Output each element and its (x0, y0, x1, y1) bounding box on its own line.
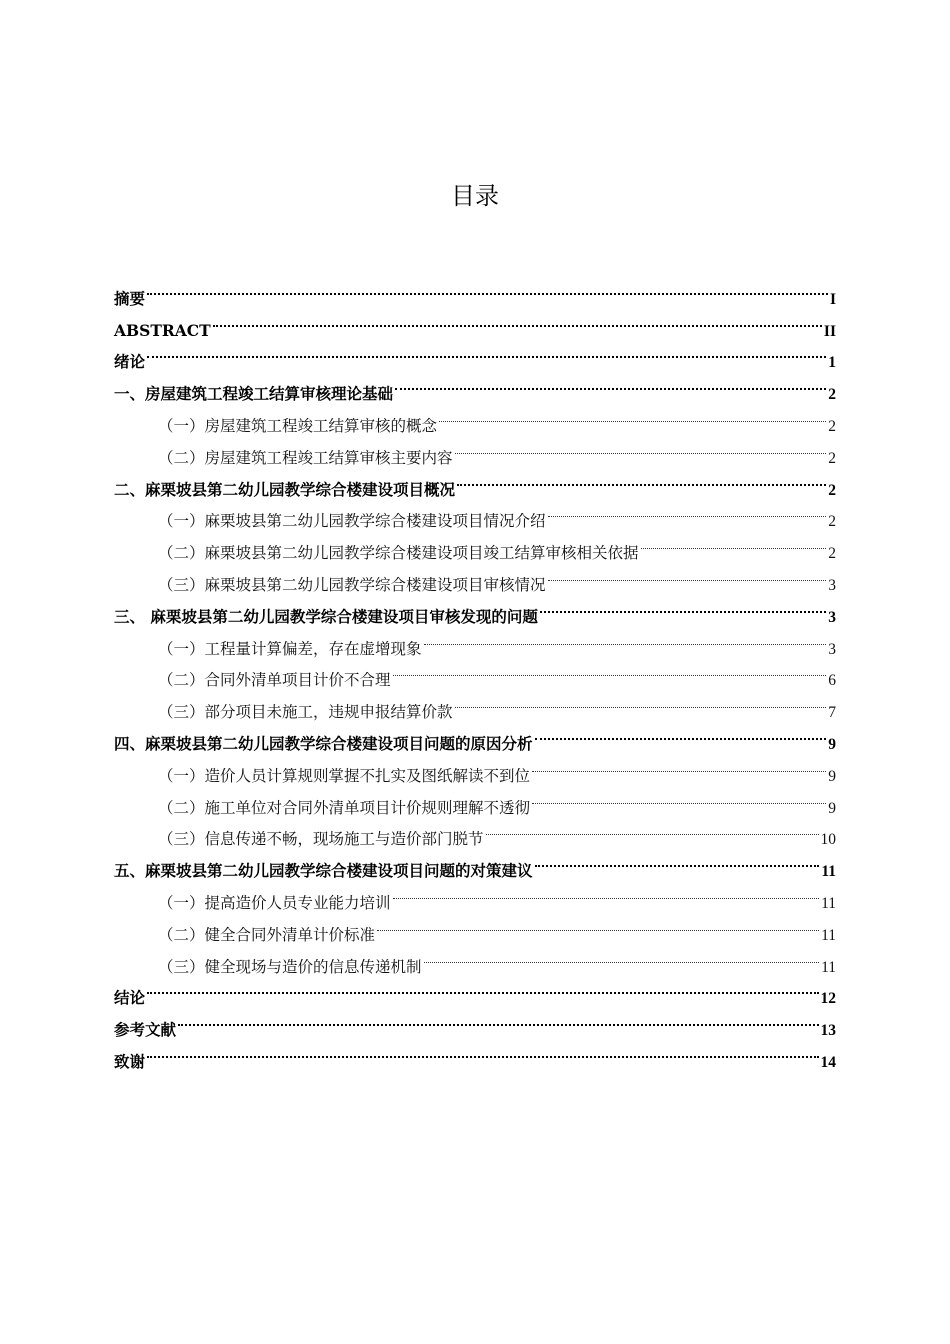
toc-entry-title: （二）施工单位对合同外清单项目计价规则理解不透彻 (158, 798, 531, 817)
dot-leader (535, 717, 827, 749)
dot-leader (439, 399, 826, 431)
toc-page-number: II (823, 322, 836, 340)
dot-leader (147, 972, 818, 1004)
toc-page-number: 2 (828, 417, 836, 435)
toc-page-number: I (829, 290, 836, 308)
toc-chapter-entry[interactable] (114, 367, 836, 404)
dot-leader (540, 590, 826, 622)
dot-leader (641, 526, 827, 558)
toc-entry-title: （三）部分项目未施工，违规申报结算价款 (158, 703, 453, 722)
toc-page-number: 3 (828, 640, 836, 658)
toc-page-number: 9 (828, 767, 836, 785)
toc-page-number: 11 (821, 863, 836, 881)
toc-entry-title: 摘要 (114, 288, 146, 308)
toc-page-number: 2 (828, 449, 836, 467)
toc-entry-title: 绪论 (114, 352, 146, 372)
toc-entry-title: （二）麻栗坡县第二幼儿园教学综合楼建设项目竣工结算审核相关依据 (158, 544, 639, 563)
toc-entry-title: （一）工程量计算偏差，存在虚增现象 (158, 639, 422, 658)
dot-leader (535, 844, 820, 876)
toc-page-number: 2 (828, 545, 836, 563)
toc-page-number: 2 (828, 481, 836, 499)
dot-leader (548, 495, 827, 527)
dot-leader (532, 749, 826, 781)
dot-leader (455, 431, 827, 463)
toc-entry-title: 致谢 (114, 1051, 146, 1071)
dot-leader (213, 304, 822, 336)
dot-leader (532, 781, 826, 813)
toc-entry-title: （一）提高造价人员专业能力培训 (158, 893, 391, 912)
dot-leader (424, 940, 820, 972)
toc-page-number: 2 (828, 513, 836, 531)
dot-leader (424, 622, 827, 654)
dot-leader (457, 463, 826, 495)
dot-leader (393, 876, 820, 908)
dot-leader (395, 367, 826, 399)
toc-page-number: 6 (828, 672, 836, 690)
toc-entry-title: 五、麻栗坡县第二幼儿园教学综合楼建设项目问题的对策建议 (114, 861, 533, 881)
toc-chapter-entry[interactable] (114, 336, 836, 372)
toc-entry-title: 三、 麻栗坡县第二幼儿园教学综合楼建设项目审核发现的问题 (114, 606, 538, 626)
dot-leader (548, 558, 827, 590)
dot-leader (147, 272, 828, 304)
toc-entry-title: （二）房屋建筑工程竣工结算审核主要内容 (158, 448, 453, 467)
toc-list (114, 272, 836, 1071)
toc-title: 目录 (451, 182, 499, 210)
toc-page-number: 11 (821, 926, 836, 944)
dot-leader (486, 813, 819, 845)
toc-page-number: 1 (828, 354, 836, 372)
toc-chapter-entry[interactable] (114, 972, 836, 1008)
toc-entry-title: 参考文献 (114, 1020, 177, 1040)
toc-entry-title: 结论 (114, 988, 146, 1008)
toc-page-number: 2 (828, 386, 836, 404)
toc-chapter-entry[interactable] (114, 1003, 836, 1040)
dot-leader (147, 1035, 818, 1067)
toc-page-number: 11 (821, 894, 836, 912)
toc-page-number: 7 (828, 704, 836, 722)
toc-page-number: 11 (821, 958, 836, 976)
toc-entry-title: 一、房屋建筑工程竣工结算审核理论基础 (114, 384, 394, 404)
toc-entry-title: （三）健全现场与造价的信息传递机制 (158, 957, 422, 976)
dot-leader (393, 654, 827, 686)
toc-entry-title: （二）健全合同外清单计价标准 (158, 925, 376, 944)
toc-entry-title: 四、麻栗坡县第二幼儿园教学综合楼建设项目问题的原因分析 (114, 733, 533, 753)
toc-chapter-entry[interactable] (114, 304, 836, 340)
toc-page-number: 9 (828, 735, 836, 753)
dot-leader (178, 1003, 818, 1035)
dot-leader (377, 908, 819, 940)
toc-entry-title: 二、麻栗坡县第二幼儿园教学综合楼建设项目概况 (114, 479, 456, 499)
toc-entry-title: （二）合同外清单项目计价不合理 (158, 671, 391, 690)
toc-page-number: 12 (820, 990, 836, 1008)
toc-page-number: 10 (820, 831, 836, 849)
toc-entry-title: （三）信息传递不畅，现场施工与造价部门脱节 (158, 830, 484, 849)
toc-chapter-entry[interactable] (114, 1035, 836, 1071)
toc-entry-title: （一）麻栗坡县第二幼儿园教学综合楼建设项目情况介绍 (158, 512, 546, 531)
toc-page-number: 9 (828, 799, 836, 817)
dot-leader (147, 336, 826, 368)
dot-leader (455, 685, 827, 717)
toc-entry-title: （一）房屋建筑工程竣工结算审核的概念 (158, 416, 438, 435)
toc-entry-title: （一）造价人员计算规则掌握不扎实及图纸解读不到位 (158, 766, 531, 785)
toc-chapter-entry[interactable] (114, 272, 836, 308)
toc-page-number: 3 (828, 576, 836, 594)
toc-entry-title: ABSTRACT (114, 320, 211, 340)
toc-entry-title: （三）麻栗坡县第二幼儿园教学综合楼建设项目审核情况 (158, 575, 546, 594)
toc-page-number: 3 (828, 608, 836, 626)
toc-page-number: 13 (820, 1022, 836, 1040)
toc-page-number: 14 (820, 1053, 836, 1071)
